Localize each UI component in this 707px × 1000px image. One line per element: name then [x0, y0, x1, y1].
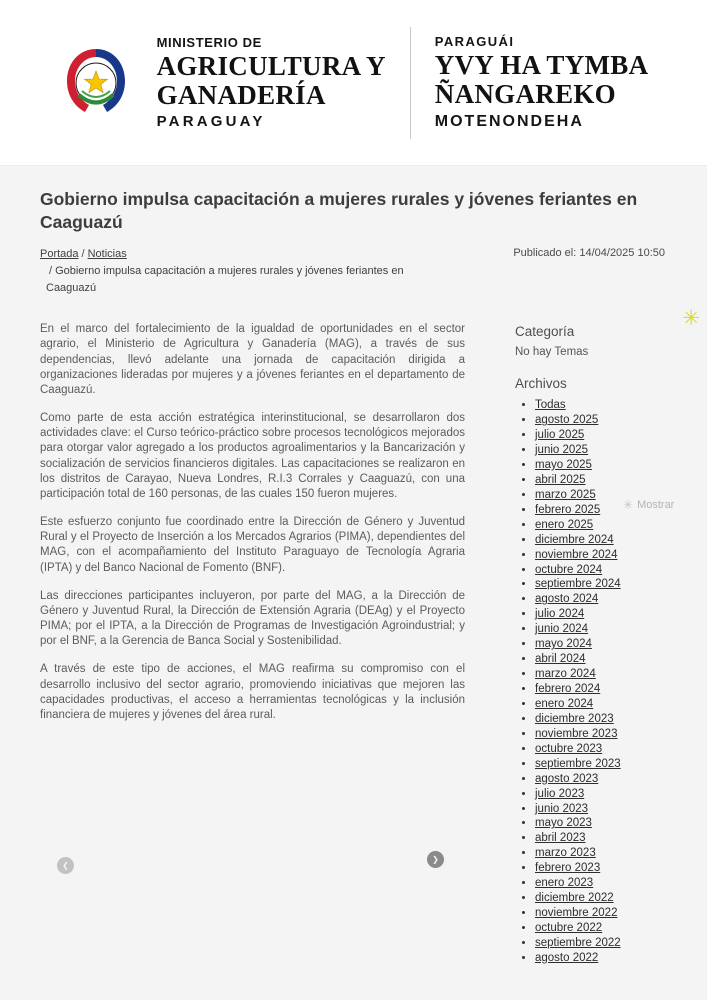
breadcrumb-separator: /: [49, 265, 53, 278]
site-header: [0, 0, 707, 166]
main-content: [0, 166, 707, 966]
archive-item: [535, 816, 665, 831]
archive-link[interactable]: mayo 2025: [535, 458, 592, 471]
sidebar: [515, 322, 665, 966]
archive-item: [535, 921, 665, 936]
archives-list: [515, 398, 665, 966]
article-meta: [40, 246, 665, 298]
archive-link[interactable]: febrero 2024: [535, 683, 601, 695]
archive-link[interactable]: julio 2023: [535, 787, 585, 800]
archive-item: [535, 667, 665, 682]
archive-item: [535, 802, 665, 817]
archive-item: [535, 548, 665, 563]
archive-item: [535, 876, 665, 891]
article-paragraph: Este esfuerzo conjunto fue coordinado entre la Dirección de Género y Juventud Rural y el Proyecto de Inserción a los Mercados Agrarios (PIMA), dependientes del MAG, con el acompañamiento del Instituto Paraguayo de Tecnología Agraria (IPTA) y del Banco Nacional de Fomento (BNF).: [40, 516, 465, 574]
chevron-left-icon: ❮: [62, 861, 69, 870]
archive-link[interactable]: Todas: [535, 399, 566, 412]
archive-link[interactable]: agosto 2025: [535, 414, 599, 427]
coat-of-arms-logo: [59, 43, 133, 123]
archive-link[interactable]: noviembre 2022: [535, 907, 618, 920]
archive-link[interactable]: marzo 2025: [535, 488, 596, 501]
archive-link[interactable]: noviembre 2024: [535, 548, 618, 561]
archive-item: [535, 428, 665, 443]
published-date: Publicado el: 14/04/2025 10:50: [513, 247, 665, 260]
archive-link[interactable]: octubre 2022: [535, 922, 603, 934]
archive-item: [535, 413, 665, 428]
archive-item: [535, 727, 665, 742]
breadcrumb-separator: /: [81, 248, 85, 261]
flower-icon: ✳: [682, 307, 700, 330]
article-paragraph: Como parte de esta acción estratégica interinstitucional, se desarrollaron dos actividades clave: el Curso teórico-práctico sobre procesos tecnológicos mejorados para otorgar valor agregado a los productos agroalimentarios y la Bancarización y socialización de servicios financieros digitales. Las capacitaciones se realizaron en los distritos de Carayao, Nueva Londres, R.I.3 Corrales y Caaguazú, con una participación total de 160 personas, de las cuales 150 fueron mujeres.: [40, 412, 465, 500]
archive-link[interactable]: octubre 2024: [535, 563, 603, 576]
archive-link[interactable]: junio 2025: [535, 444, 589, 456]
breadcrumb-home-link[interactable]: Portada: [40, 248, 79, 261]
breadcrumb-current: Gobierno impulsa capacitación a mujeres rurales y jóvenes feriantes en Caaguazú: [46, 265, 404, 295]
archive-item: [535, 398, 665, 413]
brand-gn-name-2: ÑANGAREKO: [434, 79, 616, 109]
archive-item: [535, 772, 665, 787]
carousel-prev-button[interactable]: [57, 857, 74, 874]
archive-link[interactable]: marzo 2023: [535, 847, 596, 860]
archive-link[interactable]: julio 2025: [535, 429, 585, 442]
archive-item: [535, 682, 665, 697]
archive-link[interactable]: marzo 2024: [535, 668, 596, 681]
archive-item: [535, 742, 665, 757]
brand-gn-name-1: YVY HA TYMBA: [434, 50, 649, 81]
archive-item: [535, 936, 665, 951]
archive-item: [535, 951, 665, 966]
archive-link[interactable]: mayo 2024: [535, 638, 592, 651]
archives-heading: Archivos: [515, 376, 567, 392]
brand-gn-kicker: PARAGUÁI: [434, 34, 515, 50]
archive-link[interactable]: agosto 2023: [535, 772, 599, 785]
archive-link[interactable]: septiembre 2022: [535, 936, 621, 949]
archive-link[interactable]: mayo 2023: [535, 817, 592, 830]
accessibility-widget-button[interactable]: [682, 308, 700, 329]
archive-item: [535, 518, 665, 533]
archive-item: [535, 622, 665, 637]
archive-link[interactable]: noviembre 2023: [535, 727, 618, 740]
page-title: Gobierno impulsa capacitación a mujeres rurales y jóvenes feriantes en Caaguazú: [40, 189, 638, 233]
archive-link[interactable]: abril 2025: [535, 473, 586, 486]
archive-link[interactable]: diciembre 2023: [535, 712, 614, 725]
archive-item: [535, 906, 665, 921]
archive-item: [535, 443, 665, 458]
breadcrumb-section-link[interactable]: Noticias: [87, 248, 127, 261]
brand-es-name-1: AGRICULTURA Y: [156, 50, 386, 81]
archive-link[interactable]: septiembre 2024: [535, 578, 621, 591]
archive-item: [535, 637, 665, 652]
archive-link[interactable]: febrero 2023: [535, 862, 601, 875]
archive-item: [535, 592, 665, 607]
brand-es-country: PARAGUAY: [156, 113, 266, 131]
archive-link[interactable]: junio 2023: [535, 802, 589, 815]
article-paragraph: En el marco del fortalecimiento de la igualdad de oportunidades en el sector agrario, el Ministerio de Agricultura y Ganadería (MAG), a través de sus dependencias, llevó adelante una jornada de capacitación dirigida a organizaciones lideradas por mujeres y a jóvenes feriantes en el departamento de Caaguazú.: [40, 323, 465, 396]
carousel-next-button[interactable]: [427, 851, 444, 868]
archive-item: [535, 473, 665, 488]
archive-link[interactable]: septiembre 2023: [535, 757, 621, 770]
header-divider: [410, 27, 411, 139]
article-paragraph: A través de este tipo de acciones, el MAG reafirma su compromiso con el desarrollo inclusivo del sector agrario, promoviendo iniciativas que mejoren las capacidades productivas, el acceso a herramientas tecnológicas y la inclusión financiera de mujeres y jóvenes del área rural.: [40, 663, 465, 721]
chevron-right-icon: ❯: [432, 855, 439, 864]
archive-item: [535, 861, 665, 876]
mostrar-label: Mostrar: [637, 499, 675, 511]
archive-item: [535, 846, 665, 861]
archive-link[interactable]: octubre 2023: [535, 742, 603, 755]
brand-gn-tagline: MOTENONDEHA: [434, 112, 584, 130]
archive-item: [535, 787, 665, 802]
archive-link[interactable]: diciembre 2022: [535, 892, 614, 905]
archive-link[interactable]: enero 2024: [535, 697, 594, 710]
archive-link[interactable]: abril 2023: [535, 832, 586, 845]
archive-item: [535, 712, 665, 727]
archive-link[interactable]: enero 2023: [535, 877, 594, 890]
article-body: [40, 322, 465, 736]
brand-es: [157, 35, 386, 130]
archive-item: [535, 831, 665, 846]
brand-gn: [435, 34, 649, 130]
brand-es-kicker: MINISTERIO DE: [156, 34, 262, 50]
brand-es-name-2: GANADERÍA: [156, 79, 326, 110]
archive-item: [535, 563, 665, 578]
archive-link[interactable]: enero 2025: [535, 518, 594, 531]
category-heading: Categoría: [515, 324, 575, 340]
archive-link[interactable]: junio 2024: [535, 623, 589, 636]
archive-item: [535, 577, 665, 592]
archive-item: [535, 458, 665, 473]
archive-item: [535, 533, 665, 548]
archive-link[interactable]: agosto 2022: [535, 951, 599, 964]
archive-link[interactable]: diciembre 2024: [535, 533, 614, 546]
archive-item: [535, 757, 665, 772]
breadcrumb: [40, 246, 440, 297]
article-paragraph: Las direcciones participantes incluyeron, por parte del MAG, a la Dirección de Género y Juventud Rural, la Dirección de Extensión Agraria (DEAg) y el Proyecto PIMA; por el IPTA, a la Dirección de Programas de Investigación Agroindustrial; y por el BNF, a la Gerencia de Banca Social y Sostenibilidad.: [40, 589, 465, 648]
accessibility-mostrar-button[interactable]: [620, 499, 677, 512]
archive-item: [535, 891, 665, 906]
archive-link[interactable]: febrero 2025: [535, 503, 601, 516]
archive-link[interactable]: agosto 2024: [535, 593, 599, 606]
category-empty-text: No hay Temas: [515, 346, 589, 359]
archive-link[interactable]: julio 2024: [535, 608, 585, 621]
archive-link[interactable]: abril 2024: [535, 653, 586, 666]
spinner-icon: ✳: [623, 498, 634, 512]
archive-item: [535, 652, 665, 667]
archive-item: [535, 697, 665, 712]
archive-item: [535, 607, 665, 622]
